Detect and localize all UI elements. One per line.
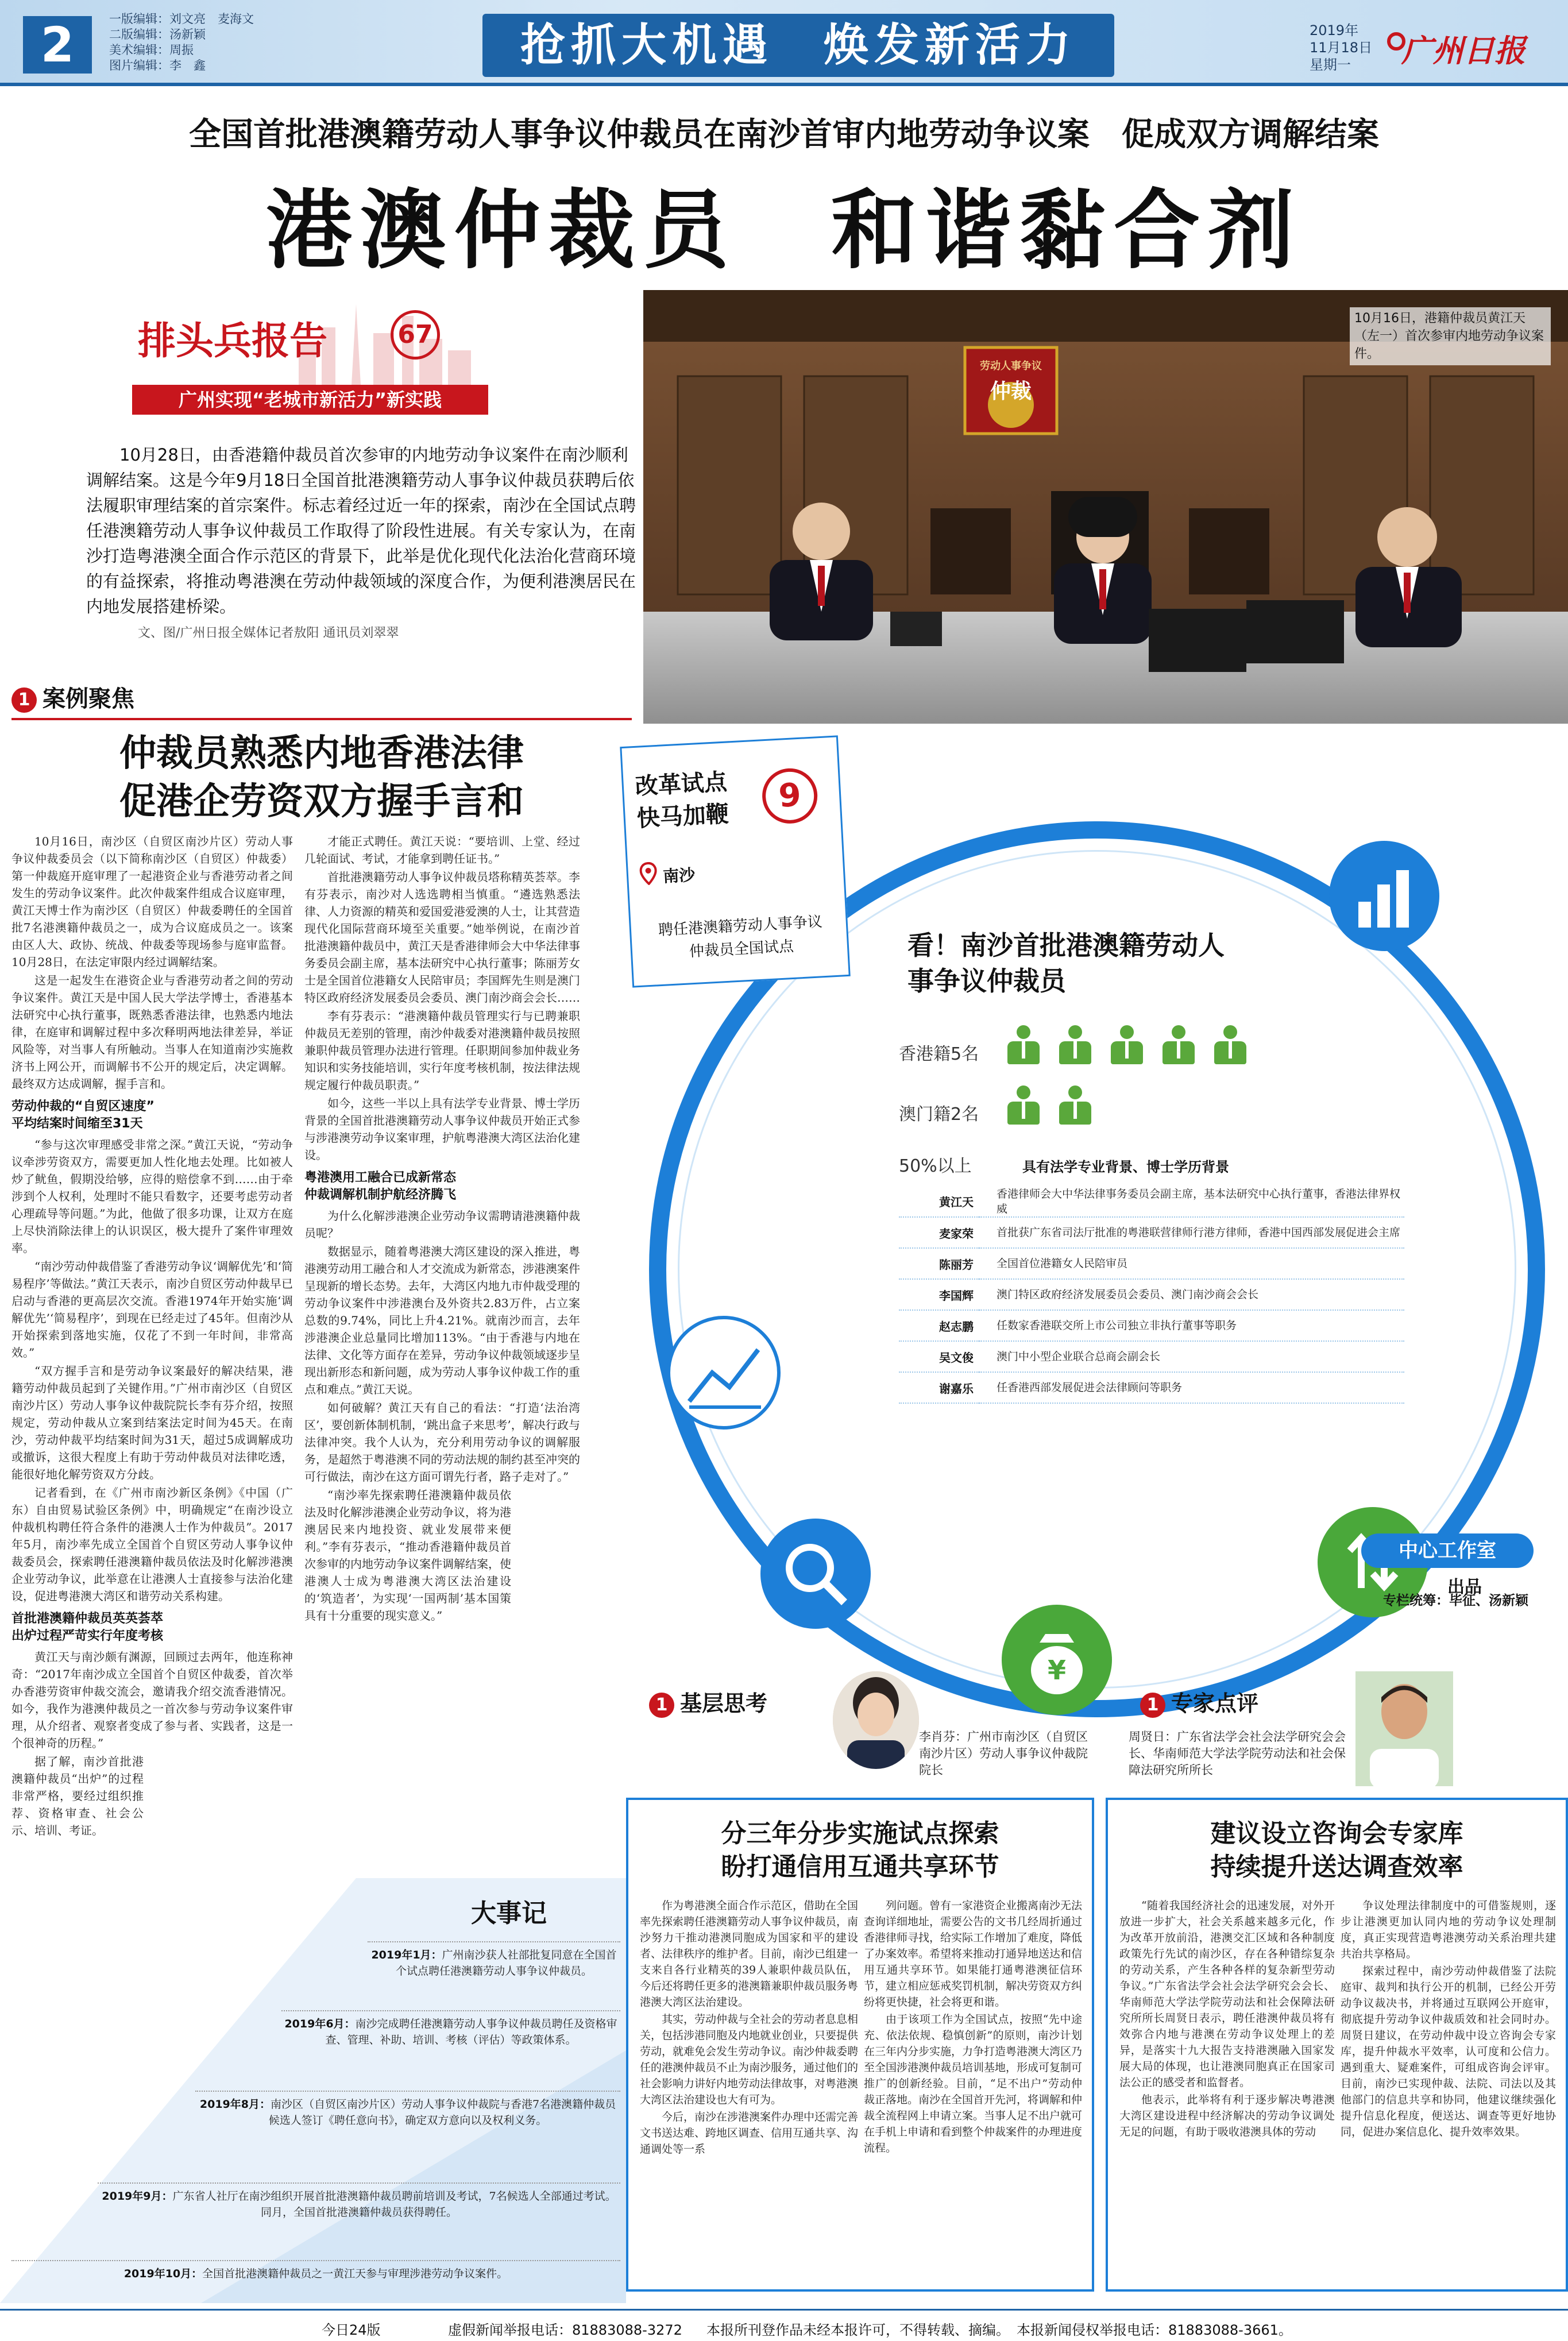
timeline-text: 广州南沙获人社部批复同意在全国首个试点聘任港澳籍劳动人事争议仲裁员。	[395, 1949, 617, 1977]
timeline-date: 2019年8月：	[199, 2098, 271, 2111]
arbitrator-row	[899, 1279, 1404, 1310]
grassroots-column-2	[864, 1898, 1082, 2157]
page-number: 2	[23, 16, 92, 74]
paragraph: 据了解，南沙首批港澳籍仲裁员“出炉”的过程非常严格，要经过组织推荐、资格审查、社会公示、培训、考证。	[11, 1755, 144, 1837]
timeline-date: 2019年1月：	[371, 1949, 442, 1961]
grassroots-person: 李肖芬：广州市南沙区（自贸区南沙片区）劳动人事争议仲裁院院长	[919, 1730, 1088, 1777]
arbitrator-description: 香港律师会大中华法律事务委员会副主席，基本法研究中心执行董事，香港法律界权威	[979, 1186, 1404, 1217]
expert-label	[1140, 1686, 1258, 1718]
footer-infringement-hotline: 本报新闻侵权举报电话：81883088-3661。	[1017, 2322, 1292, 2338]
series-number: 67	[391, 310, 440, 360]
timeline-date: 2019年6月：	[284, 2018, 356, 2030]
lede-paragraph: 10月28日，由香港籍仲裁员首次参审的内地劳动争议案件在南沙顺利调解结案。这是今年9月18日全国首批港澳籍劳动人事争议仲裁员获聘后依法履职审理结案的首宗案件。标志着经过近一年的探索，南沙在全国试点聘任港澳籍劳动人事争议仲裁员工作取得了阶段性进展。有关专家认为，在南沙打造粤港澳全面合作示范区的背景下，此举是优化现代化法治化营商环境的有益探索，将推动粤港澳在劳动仲裁领域的深度合作，为便利港澳居民在内地发展搭建桥梁。	[86, 445, 636, 616]
paragraph: 10月16日，南沙区（自贸区南沙片区）劳动人事争议仲裁委员会（以下简称南沙区（自贸区）仲裁委）第一仲裁庭开庭审理了一起港资企业与香港劳动者之间发生的劳动争议案件。此次仲裁案件组成合议庭审理，黄江天博士作为南沙区（自贸区）仲裁委聘任的全国首批7名港澳籍仲裁员之一，成为合议庭成员之一。该案由区人大、政协、统战、仲裁委等现场参与庭审监督。10月28日，在法定审限内经过调解结案。	[11, 835, 293, 969]
dateline	[1310, 22, 1372, 74]
expert-title	[1108, 1817, 1566, 1884]
section-banner	[482, 14, 1114, 77]
expert-person: 周贤日：广东省法学会社会法学研究会会长、华南师范大学法学院劳动法和社会保障法研究所所长	[1129, 1730, 1346, 1777]
photo-caption: 10月16日，港籍仲裁员黄江天（左一）首次参审内地劳动争议案件。	[1350, 307, 1551, 365]
case-column-2	[304, 833, 580, 1625]
series-badge	[121, 299, 488, 431]
arbitrator-description: 全国首位港籍女人民陪审员	[979, 1248, 1404, 1279]
avatar	[833, 1671, 919, 1769]
section-rule	[11, 718, 632, 720]
paragraph: “随着我国经济社会的迅速发展，对外开放进一步扩大，社会关系越来越多元化，作为改革开放前沿，港澳交汇区域和各种制度政策先行先试的南沙区，存在各种错综复杂的劳动关系，产生各种各样的复杂新型劳动争议。”广东省法学会社会法学研究会会长、华南师范大学法学院劳动法和社会保障法研究所所长周贤日表示，聘任港澳仲裁员将有效弥合内地与港澳在劳动争议处理上的差异，是落实十九大报告支持港澳融入国家发展大局的体现，也让港澳同胞真正在国家司法公正的感受者和监督者。	[1119, 1899, 1335, 2089]
editor-line: 一版编辑：刘文亮 麦海文	[109, 12, 254, 26]
grassroots-column-1	[640, 1898, 858, 2158]
timeline-date: 2019年9月：	[102, 2190, 173, 2203]
subhead-line: 仲裁调解机制护航经济腾飞	[304, 1188, 457, 1202]
expert-title-line: 持续提升送达调查效率	[1210, 1852, 1463, 1882]
section-bullet-icon: 1	[11, 687, 37, 713]
location-pin-icon	[639, 862, 658, 886]
section-bullet-icon: 1	[649, 1693, 674, 1718]
main-headline: 港澳仲裁员 和谐黏合剂	[265, 181, 1302, 281]
arbitrator-description: 任香港西部发展促进会法律顾问等职务	[979, 1372, 1404, 1403]
case-title	[11, 729, 632, 826]
arbitrator-row	[899, 1341, 1404, 1372]
expert-box	[1106, 1798, 1568, 2292]
grassroots-title	[628, 1817, 1092, 1884]
hk-count-label: 香港籍5名	[899, 1044, 979, 1064]
section-bullet-icon: 1	[1140, 1693, 1165, 1718]
case-title-line: 促港企劳资双方握手言和	[119, 781, 524, 823]
reform-card	[620, 735, 850, 987]
subhead	[11, 1098, 293, 1133]
timeline-item	[368, 1941, 620, 1979]
person-icon	[1005, 1085, 1042, 1126]
subhead-line: 首批港澳籍仲裁员英英荟萃	[11, 1612, 164, 1626]
person-icon	[1057, 1025, 1094, 1065]
arbitrator-description: 澳门中小型企业联合总商会副会长	[979, 1341, 1404, 1372]
case-title-line: 仲裁员熟悉内地香港法律	[119, 732, 524, 775]
timeline-item	[281, 2010, 620, 2048]
macau-people-row	[1005, 1085, 1094, 1126]
paragraph: 今后，南沙在涉港澳案件办理中还需完善文书送达难、跨地区调查、信用互通共享、沟通调处等一系	[640, 2111, 859, 2155]
studio-label: 中心工作室	[1361, 1533, 1534, 1568]
expert-label-text: 专家点评	[1171, 1691, 1259, 1716]
paragraph: 其实，劳动仲裁与全社会的劳动者息息相关，包括涉港同胞及内地就业创业，只要提供劳动，就难免会发生劳动争议。南沙仲裁委聘任的港澳仲裁员不止为南沙服务，通过他们的社会影响力讲好内地劳动法律故事，对粤港澳大湾区法治建设也大有可为。	[640, 2013, 859, 2106]
paragraph: 才能正式聘任。黄江天说：“要培训、上堂、经过几轮面试、考试，才能拿到聘任证书。”	[304, 835, 580, 866]
editor-line: 图片编辑：李 鑫	[109, 59, 206, 72]
arbitrator-row	[899, 1248, 1404, 1279]
subhead-line: 平均结案时间缩至31天	[11, 1117, 143, 1131]
masthead	[0, 0, 1568, 86]
paragraph: 如今，这些一半以上具有法学专业背景、博士学历背景的全国首批港澳籍劳动人事争议仲裁员开始正式参与涉港澳劳动争议案审理，护航粤港澳大湾区法治化建设。	[304, 1096, 580, 1162]
paragraph: “南沙劳动仲裁借鉴了香港劳动争议‘调解优先’和‘简易程序’等做法。”黄江天表示，南沙自贸区劳动仲裁早已启动与香港的更高层次交流。香港1974年开始实施‘调解优先’‘简易程序’，到现在已经走过了45年。但南沙从开始探索到落地实施，仅花了不到一年时间，非常高效。”	[11, 1260, 293, 1359]
paragraph: 李有芬表示：“港澳籍仲裁员管理实行与已聘兼职仲裁员无差别的管理，南沙仲裁委对港澳籍仲裁员按照兼职仲裁员管理办法进行管理。任职期间参加仲裁业务知识和实务技能培训，实行年度考核机制，按法律法规规定履行仲裁员职责。”	[304, 1009, 580, 1092]
arbitrator-name: 陈丽芳	[899, 1248, 979, 1279]
arbitrator-name: 赵志鹏	[899, 1310, 979, 1341]
paragraph: 黄江天与南沙颇有渊源，回顾过去两年，他连称神奇：“2017年南沙成立全国首个自贸区仲裁委，首次举办香港劳资审仲裁交流会，邀请我介绍交流香港情况。如今，我作为港澳仲裁员之一首次参与劳动争议案件审理，从介绍者、观察者变成了参与者、实践者，这是一个很神奇的历程。”	[11, 1650, 293, 1750]
paragraph: 记者看到，在《广州市南沙新区条例》《中国（广东）自由贸易试验区条例》中，明确规定“在南沙设立仲裁机构聘任符合条件的港澳人士作为仲裁员”。2017年5月，南沙率先成立全国首个自贸区劳动人事争议仲裁委员会，探索聘任港澳籍仲裁员依法及时化解涉港澳企业劳动争议，此举意在让港澳人士直接参与法治化建设，促进粤港澳大湾区和谐劳动关系构建。	[11, 1486, 293, 1603]
subhead	[11, 1610, 293, 1645]
date-year: 2019年	[1310, 22, 1359, 38]
banner-text: 抢抓大机遇 焕发新活力	[520, 20, 1076, 71]
subhead-line: 劳动仲裁的“自贸区速度”	[11, 1099, 155, 1114]
studio-sub: 出品	[1447, 1577, 1482, 1597]
timeline-title: 大事记	[471, 1899, 547, 1928]
paragraph: 争议处理法律制度中的可借鉴规则，逐步让港澳更加认同内地的劳动争议处理制度，真正实现营造粤港澳劳动关系治理共建共治共享格局。	[1341, 1899, 1556, 1960]
section-label-case	[11, 681, 134, 713]
paragraph: 这是一起发生在港资企业与香港劳动者之间的劳动争议案件。黄江天是中国人民大学法学博士，香港基本法研究中心执行董事，既熟悉香港法律，也熟悉内地法律，在庭审和调解过程中多次释明两地法律差异，举证风险等，对当事人有所触动。当事人在知道南沙实施救济书上网公开，而调解书不公开的规定后，决定调解。最终双方达成调解，握手言和。	[11, 974, 293, 1091]
person-icon	[1057, 1085, 1094, 1126]
timeline-text: 南沙完成聘任港澳籍劳动人事争议仲裁员聘任及资格审查、管理、补助、培训、考核（评估）等政策体系。	[325, 2018, 617, 2046]
date-day: 11月18日	[1310, 40, 1373, 56]
newspaper-name: 广州日报	[1401, 32, 1525, 69]
arbitrator-description: 澳门特区政府经济发展委员会委员、澳门南沙商会会长	[979, 1279, 1404, 1310]
reform-number: 9	[761, 767, 819, 825]
arbitrator-name: 麦家荣	[899, 1217, 979, 1248]
avatar	[1355, 1671, 1453, 1786]
person-icon	[1109, 1025, 1145, 1065]
subhead-line: 粤港澳用工融合已成新常态	[304, 1170, 457, 1185]
paragraph: “参与这次审理感受非常之深。”黄江天说，“劳动争议牵涉劳资双方，需要更加人性化地去处理。比如被人炒了鱿鱼，假期没给够，应得的赔偿拿不到……由于牵涉到个人权利，处理时不能只看数字，还要考虑劳动者心理疏导等问题。”为此，他做了很多功课，让双方在庭上尽快消除法律上的认识误区，极大提升了案件审理效率。	[11, 1138, 293, 1255]
money-bag-icon	[999, 1602, 1114, 1717]
grassroots-label-text: 基层思考	[680, 1691, 768, 1716]
arbitrator-row	[899, 1372, 1404, 1403]
timeline-text: 广东省人社厅在南沙组织开展首批港澳籍仲裁员聘前培训及考试，7名候选人全部通过考试。同月，全国首批港澳籍仲裁员获得聘任。	[172, 2190, 616, 2219]
paragraph: 作为粤港澳全面合作示范区，借助在全国率先探索聘任港澳籍劳动人事争议仲裁员，南沙努力干推动港澳同胞成为国家和平的建设者、法律秩序的维护者。目前，南沙已组建一支来自各行业精英的39人兼职仲裁员队伍，今后还将聘任更多的港澳籍兼职仲裁员服务粤港澳大湾区法治建设。	[640, 1899, 859, 2008]
bar-chart-icon	[1327, 839, 1442, 953]
paragraph: 如何破解？黄江天有自己的看法：“打造‘法治湾区’，要创新体制机制，‘跳出盒子来思考’，解决行政与法律冲突。我个人认为，充分利用劳动争议的调解服务，是超然于粤港澳不同的劳动法规的制约甚至冲突的可行做法，南沙在这方面可谓先行者，路子走对了。”	[304, 1401, 580, 1484]
arbitrator-row	[899, 1186, 1404, 1217]
court-sign-top: 劳动人事争议	[980, 360, 1042, 372]
arbitrator-name: 黄江天	[899, 1186, 979, 1217]
paragraph: 首批港澳籍劳动人事争议仲裁员塔称精英荟萃。李有芬表示，南沙对人选选聘相当慎重。“遴选熟悉法律、人力资源的精英和爱国爱港爱澳的人士，让其营造现代化国际营商环境至关重要。”她举例说，在南沙首批港澳籍仲裁员中，黄江天是香港律师会大中华法律事务委员会副主席，基本法研究中心执行董事；陈丽芳女士是全国首位港籍女人民陪审员；李国辉先生则是澳门特区政府经济发展委员会委员、澳门南沙商会会长……	[304, 870, 580, 1005]
case-column-1	[11, 833, 293, 1840]
arbitrator-row	[899, 1310, 1404, 1341]
expert-column-2	[1341, 1898, 1556, 2141]
grassroots-box	[626, 1798, 1094, 2292]
date-weekday: 星期一	[1310, 57, 1351, 73]
footer-pages: 今日24版	[322, 2322, 381, 2338]
byline: 文、图/广州日报全媒体记者敖阳 通讯员刘翠翠	[138, 626, 399, 640]
column-coordinators: 专栏统筹：毕征、汤新颖	[1383, 1593, 1528, 1608]
headline-kicker: 全国首批港澳籍劳动人事争议仲裁员在南沙首审内地劳动争议案 促成双方调解结案	[189, 116, 1379, 153]
paragraph: 探索过程中，南沙劳动仲裁借鉴了法院庭审、裁判和执行公开的机制，已经公开劳动争议裁决书，并将通过互联网公开庭审，彻底提升劳动争议仲裁质效和社会同时办。周贤日建议，在劳动仲裁中设立咨询会专家库，提升仲裁水平效率，认可度和公信力。遇到重大、疑难案件，可组成咨询会评审。目前，南沙已实现仲裁、法院、司法以及其他部门的信息共享和协同，他建议继续强化提升信息化程度，便送达、调查等更好地协同，促进办案信息化、提升效率效果。	[1341, 1965, 1556, 2138]
person-icon	[1212, 1025, 1249, 1065]
reform-title-line: 改革试点	[634, 768, 728, 800]
magnifier-icon	[758, 1516, 873, 1631]
subhead	[304, 1169, 580, 1204]
timeline-item	[11, 2260, 620, 2282]
paragraph: 由于该项工作为全国试点，按照“先中途充、依法依规、稳慎创新”的原则，南沙计划在三年内分步实施，力争打造粤港澳大湾区乃至全国涉港澳仲裁员培训基地，形成可复制可推广的创新经验。目前，“足不出户”劳动仲裁正落地。南沙在全国首开先河，将调解和仲裁全流程网上申请立案。当事人足不出户就可在手机上申请和看到整个仲裁案件的办理进度流程。	[864, 2013, 1083, 2154]
expert-title-line: 建议设立咨询会专家库	[1210, 1819, 1463, 1848]
editor-line: 二版编辑：汤新颖	[109, 28, 206, 41]
reform-description: 聘任港澳籍劳动人事争议仲裁员全国试点	[658, 913, 823, 961]
panel-title: 看！南沙首批港澳籍劳动人事争议仲裁员	[907, 930, 1225, 996]
arbitrator-row	[899, 1217, 1404, 1248]
arbitrator-description: 首批获广东省司法厅批准的粤港联营律师行港方律师，香港中国西部发展促进会主席	[979, 1217, 1404, 1248]
editor-credits	[109, 11, 254, 74]
footer-fake-news-hotline: 虚假新闻举报电话：81883088-3272	[448, 2322, 682, 2338]
grassroots-label	[649, 1686, 767, 1718]
reform-title-line: 快马加鞭	[636, 801, 729, 832]
paragraph: 他表示，此举将有利于逐步解决粤港澳大湾区建设进程中经济解决的劳动争议调处无足的问题，有助于吸收港澳具体的劳动	[1119, 2093, 1335, 2138]
grassroots-title-line: 盼打通信用互通共享环节	[721, 1852, 999, 1882]
paragraph: 列问题。曾有一家港资企业搬离南沙无法查询详细地址，需要公告的文书几经周折通过香港律师寻找，给实际工作增加了难度，降低了办案效率。希望将来推动打通异地送达和信用互通共享环节。如果能打通粤港澳征信环节，建立相应惩戒奖罚机制，解决劳资双方纠纷将更快捷，社会将更和谐。	[864, 1899, 1083, 2008]
series-subtitle: 广州实现“老城市新活力”新实践	[132, 385, 488, 415]
footer-copyright: 本报所刊登作品未经本报许可，不得转载、摘编。	[706, 2322, 1010, 2338]
person-icon	[1005, 1025, 1042, 1065]
editor-line: 美术编辑：周振	[109, 43, 194, 57]
timeline-item	[98, 2182, 620, 2220]
paragraph: 为什么化解涉港澳企业劳动争议需聘请港澳籍仲裁员呢？	[304, 1209, 580, 1240]
expert-column-1	[1119, 1898, 1335, 2141]
grassroots-title-line: 分三年分步实施试点探索	[721, 1819, 999, 1848]
timeline-item	[195, 2091, 620, 2128]
macau-count-label: 澳门籍2名	[899, 1104, 979, 1125]
hk-people-row	[1005, 1025, 1249, 1065]
reform-location: 南沙	[662, 865, 696, 886]
arbitrator-table	[899, 1186, 1404, 1404]
timeline-date: 2019年10月：	[123, 2267, 203, 2280]
percent-description: 具有法学专业背景、博士学历背景	[1022, 1159, 1229, 1175]
svg-text:¥: ¥	[1047, 1655, 1067, 1686]
arbitrator-description: 任数家香港联交所上市公司独立非执行董事等职务	[979, 1310, 1404, 1341]
timeline-text: 南沙区（自贸区南沙片区）劳动人事争议仲裁院与香港7名港澳籍仲裁员候选人签订《聘任意向书》，确定双方意向以及权利义务。	[268, 2098, 616, 2127]
paragraph: “双方握手言和是劳动争议案最好的解决结果，港籍劳动仲裁员起到了关键作用。”广州市南沙区（自贸区南沙片区）劳动人事争议仲裁院院长李有芬介绍，按照规定，劳动仲裁从立案到结案法定时间为45天。在南沙，劳动仲裁平均结案时间为31天，超过5成调解成功或撤诉，这很大程度上有助于劳动仲裁员对法律吃透，能很好地化解劳资双方分歧。	[11, 1364, 293, 1481]
arbitrator-name: 李国辉	[899, 1279, 979, 1310]
paragraph: 数据显示，随着粤港澳大湾区建设的深入推进，粤港澳劳动用工融合和人才交流成为新常态，涉港澳案件呈现新的增长态势。去年，大湾区内地九市仲裁受理的劳动争议案件中涉港澳台及外资共2.83万件，占立案总数的9.74%，同比上升4.21%。就南沙而言，去年涉港澳企业总量同比增加113%。“由于香港与内地在法律、文化等方面存在差异，劳动争议仲裁领域逐步呈现出新形态和新问题，成为劳动人事争议仲裁工作的重点和难点。”黄江天说。	[304, 1245, 580, 1396]
footer	[0, 2309, 1568, 2341]
timeline-text: 全国首批港澳籍仲裁员之一黄江天参与审理涉港劳动争议案件。	[202, 2267, 508, 2280]
person-icon	[1160, 1025, 1197, 1065]
court-sign-main: 仲裁	[990, 380, 1032, 403]
percent-label: 50%以上	[899, 1156, 972, 1176]
section-label-text: 案例聚焦	[43, 686, 134, 712]
arbitrator-name: 吴文俊	[899, 1341, 979, 1372]
series-title: 排头兵报告	[138, 319, 327, 363]
arbitrator-name: 谢嘉乐	[899, 1372, 979, 1403]
subhead-line: 出炉过程严苛实行年度考核	[11, 1629, 164, 1643]
trend-chart-icon	[666, 1315, 781, 1430]
paragraph: “南沙率先探索聘任港澳籍仲裁员依法及时化解涉港澳企业劳动争议，将为港澳居民来内地投资、就业发展带来便利。”李有芬表示，“推动香港籍仲裁员首次参审的内地劳动争议案件调解结案，使港澳人士成为粤港澳大湾区法治建设的‘筑造者’，为实现‘一国两制’基本国策具有十分重要的现实意义。”	[304, 1488, 511, 1623]
reform-title	[634, 766, 729, 835]
